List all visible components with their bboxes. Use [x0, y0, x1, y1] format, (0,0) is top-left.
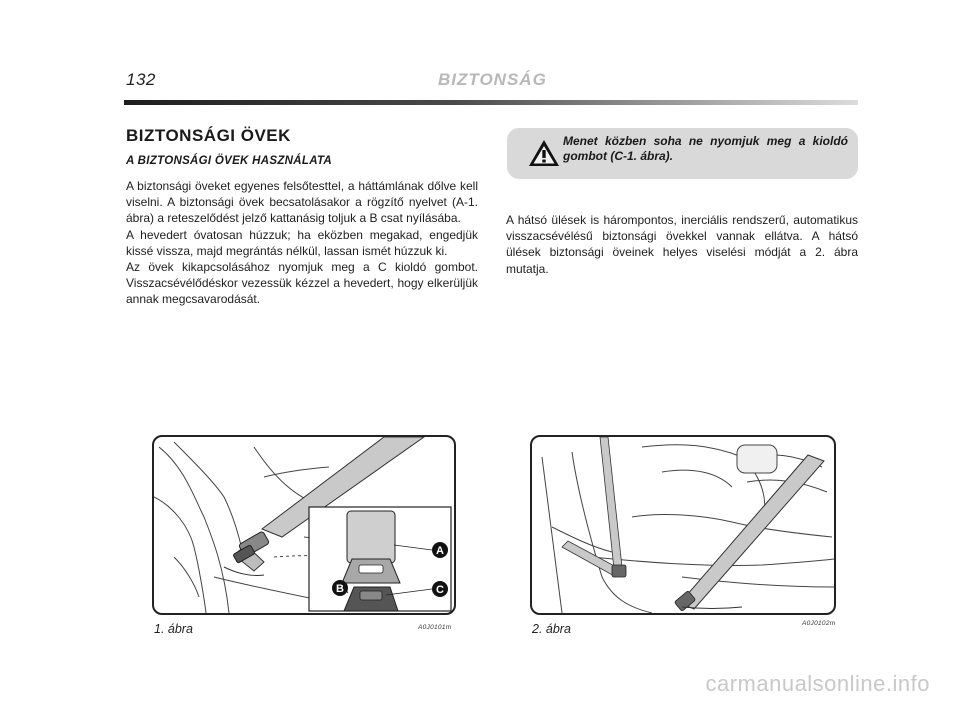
warning-triangle-icon [527, 138, 561, 168]
header-rule [124, 100, 858, 105]
figure-1-illustration [154, 437, 454, 613]
paragraph: Az övek kikapcsolásához nyomjuk meg a C kioldó gombot. Visszacsévélődéskor vezessük kézzel a hevedert, hogy elkerüljük annak megcsavarodását. [126, 260, 478, 307]
page-header-title: BIZTONSÁG [438, 70, 547, 89]
figure-2-caption: 2. ábra [532, 622, 571, 636]
left-body-text [126, 178, 478, 308]
warning-text: Menet közben soha ne nyomjuk meg a kioldó gombot (C-1. ábra). [563, 134, 848, 163]
watermark: carmanualsonline.info [705, 671, 930, 696]
section-subtitle: A BIZTONSÁGI ÖVEK HASZNÁLATA [126, 155, 333, 167]
label-b: B [336, 583, 344, 595]
warning-box [507, 128, 858, 179]
figure-1 [152, 435, 456, 615]
paragraph: A hátsó ülések is hárompontos, inerciális rendszerű, automatikus visszacsévélésű biztonsági övekkel vannak ellátva. A hátsó ülések biztonsági öveinek helyes viselési módját a 2. ábra mutatja. [506, 213, 858, 276]
figure-1-code: A0J0101m [418, 624, 452, 631]
figure-2 [530, 435, 836, 615]
figure-2-code: A0J0102m [802, 620, 836, 627]
paragraph: A biztonsági öveket egyenes felsőtesttel, a háttámlának dőlve kell viselni. A biztonsági övek becsatolásakor a rögzítő nyelvet (A-1. ábra) a reteszelődést jelző kattanásig toljuk a B csat nyílásába. [126, 179, 478, 226]
label-a: A [436, 545, 444, 557]
page-number: 132 [126, 70, 156, 89]
figure-2-illustration [532, 437, 834, 613]
right-body-text [506, 212, 858, 277]
paragraph: A hevedert óvatosan húzzuk; ha eközben megakad, engedjük kissé vissza, majd megrántás nélkül, lassan ismét húzzuk ki. [126, 227, 478, 258]
label-c: C [436, 584, 444, 596]
figure-1-caption: 1. ábra [154, 622, 193, 636]
section-title: BIZTONSÁGI ÖVEK [126, 126, 291, 145]
